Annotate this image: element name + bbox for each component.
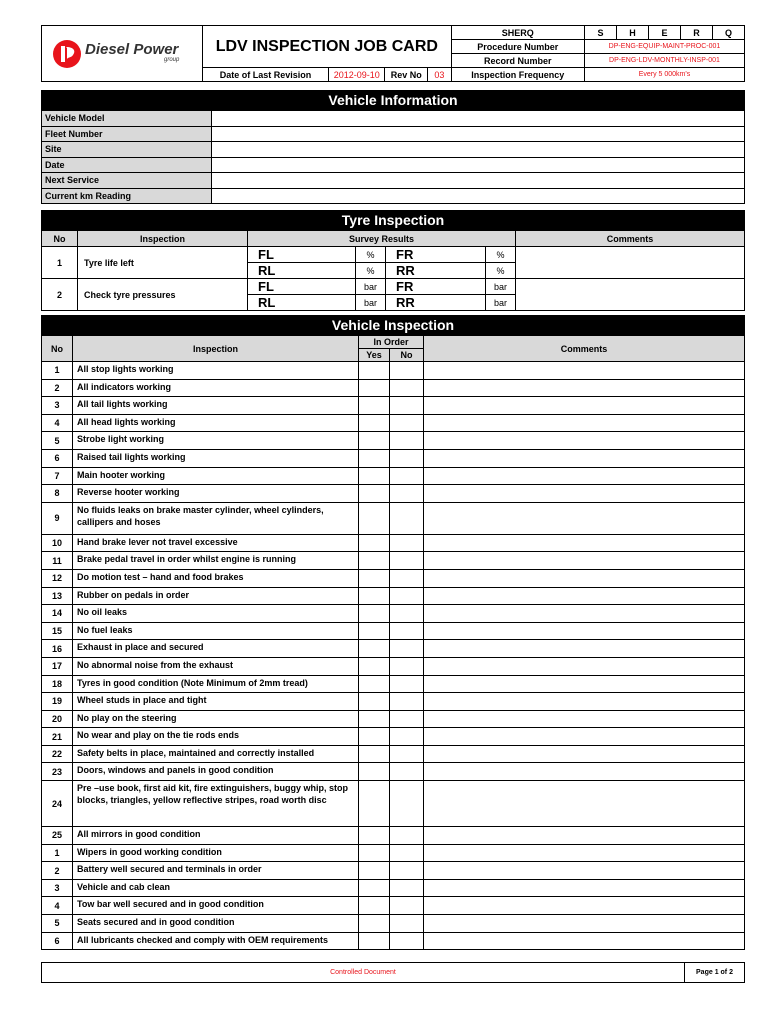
- procedure-label: Procedure Number: [451, 40, 584, 54]
- no-checkbox-cell[interactable]: [390, 552, 424, 570]
- date-value: 2012-09-10: [328, 68, 385, 82]
- comments-input[interactable]: [424, 569, 745, 587]
- inspection-row: [42, 449, 745, 467]
- yes-checkbox-cell[interactable]: [359, 781, 390, 827]
- yes-checkbox-cell[interactable]: [359, 640, 390, 658]
- document-title: LDV INSPECTION JOB CARD: [203, 26, 452, 68]
- inspection-item-no: 10: [42, 534, 73, 552]
- inspection-item-no: 18: [42, 675, 73, 693]
- field-input[interactable]: [212, 188, 745, 204]
- inspection-items: [42, 362, 745, 950]
- col-comments: Comments: [516, 231, 745, 247]
- no-checkbox-cell[interactable]: [390, 485, 424, 503]
- yes-checkbox-cell[interactable]: [359, 879, 390, 897]
- inspection-item-text: Raised tail lights working: [73, 449, 359, 467]
- yes-checkbox-cell[interactable]: [359, 827, 390, 845]
- yes-checkbox-cell[interactable]: [359, 862, 390, 880]
- no-checkbox-cell[interactable]: [390, 414, 424, 432]
- yes-checkbox-cell[interactable]: [359, 693, 390, 711]
- sherq-label: SHERQ: [451, 26, 584, 40]
- rev-value: 03: [428, 68, 451, 82]
- inspection-item-text: Main hooter working: [73, 467, 359, 485]
- comments-input[interactable]: [424, 781, 745, 827]
- inspection-item-text: No wear and play on the tie rods ends: [73, 728, 359, 746]
- tyre-unit: bar: [486, 295, 516, 311]
- inspection-row: [42, 862, 745, 880]
- inspection-row: [42, 552, 745, 570]
- yes-checkbox-cell[interactable]: [359, 605, 390, 623]
- inspection-item-text: Pre –use book, first aid kit, fire extinguishers, buggy whip, stop blocks, triangles, yellow reflective stripes, road worth disc: [73, 781, 359, 827]
- tyre-inspection-table: [41, 230, 745, 311]
- diesel-power-logo-icon: [52, 39, 82, 69]
- inspection-item-text: Safety belts in place, maintained and correctly installed: [73, 745, 359, 763]
- vehicle-info-row: [42, 126, 745, 142]
- tyre-value-input[interactable]: [422, 295, 486, 311]
- inspection-item-no: 6: [42, 932, 73, 950]
- col-comments: Comments: [424, 336, 745, 362]
- tyre-pos-fl: FL: [248, 279, 284, 295]
- comments-input[interactable]: [424, 552, 745, 570]
- no-checkbox-cell[interactable]: [390, 879, 424, 897]
- field-input[interactable]: [212, 142, 745, 158]
- no-checkbox-cell[interactable]: [390, 640, 424, 658]
- no-checkbox-cell[interactable]: [390, 467, 424, 485]
- comments-input[interactable]: [424, 640, 745, 658]
- inspection-row: [42, 534, 745, 552]
- no-checkbox-cell[interactable]: [390, 534, 424, 552]
- inspection-item-no: 3: [42, 879, 73, 897]
- comments-input[interactable]: [424, 362, 745, 380]
- vehicle-info-title: Vehicle Information: [41, 90, 745, 110]
- tyre-comments-input[interactable]: [516, 247, 745, 279]
- inspection-row: [42, 467, 745, 485]
- no-checkbox-cell[interactable]: [390, 693, 424, 711]
- no-checkbox-cell[interactable]: [390, 379, 424, 397]
- inspection-row: [42, 745, 745, 763]
- field-label: Date: [42, 157, 212, 173]
- inspection-item-text: No play on the steering: [73, 710, 359, 728]
- document-header: [41, 25, 745, 82]
- inspection-row: [42, 657, 745, 675]
- no-checkbox-cell[interactable]: [390, 728, 424, 746]
- rev-label: Rev No: [385, 68, 428, 82]
- comments-input[interactable]: [424, 657, 745, 675]
- comments-input[interactable]: [424, 605, 745, 623]
- inspection-row: [42, 781, 745, 827]
- col-no: No: [42, 336, 73, 362]
- comments-input[interactable]: [424, 827, 745, 845]
- yes-checkbox-cell[interactable]: [359, 362, 390, 380]
- yes-checkbox-cell[interactable]: [359, 485, 390, 503]
- sherq-r: R: [680, 26, 712, 40]
- inspection-item-text: Exhaust in place and secured: [73, 640, 359, 658]
- tyre-pos-fr: FR: [386, 247, 422, 263]
- inspection-item-no: 13: [42, 587, 73, 605]
- inspection-item-text: Wipers in good working condition: [73, 844, 359, 862]
- tyre-pos-rr: RR: [386, 295, 422, 311]
- yes-checkbox-cell[interactable]: [359, 552, 390, 570]
- inspection-row: [42, 932, 745, 950]
- sherq-q: Q: [712, 26, 744, 40]
- comments-input[interactable]: [424, 675, 745, 693]
- yes-checkbox-cell[interactable]: [359, 745, 390, 763]
- yes-checkbox-cell[interactable]: [359, 414, 390, 432]
- sherq-e: E: [648, 26, 680, 40]
- inspection-item-no: 5: [42, 915, 73, 933]
- comments-input[interactable]: [424, 932, 745, 950]
- no-checkbox-cell[interactable]: [390, 657, 424, 675]
- tyre-value-input[interactable]: [422, 263, 486, 279]
- inspection-item-text: Do motion test – hand and food brakes: [73, 569, 359, 587]
- no-checkbox-cell[interactable]: [390, 587, 424, 605]
- comments-input[interactable]: [424, 763, 745, 781]
- document-footer: [41, 962, 745, 983]
- inspection-item-no: 9: [42, 502, 73, 534]
- yes-checkbox-cell[interactable]: [359, 467, 390, 485]
- col-no-short: No: [390, 349, 424, 362]
- yes-checkbox-cell[interactable]: [359, 622, 390, 640]
- brand-name: Diesel Power: [85, 41, 179, 58]
- inspection-row: [42, 502, 745, 534]
- comments-input[interactable]: [424, 862, 745, 880]
- inspection-item-text: Strobe light working: [73, 432, 359, 450]
- tyre-value-input[interactable]: [422, 247, 486, 263]
- field-input[interactable]: [212, 157, 745, 173]
- date-label: Date of Last Revision: [203, 68, 329, 82]
- inspection-item-no: 2: [42, 862, 73, 880]
- comments-input[interactable]: [424, 432, 745, 450]
- inspection-item-text: Battery well secured and terminals in order: [73, 862, 359, 880]
- inspection-row: [42, 675, 745, 693]
- no-checkbox-cell[interactable]: [390, 362, 424, 380]
- inspection-item-no: 20: [42, 710, 73, 728]
- inspection-item-text: No fluids leaks on brake master cylinder, wheel cylinders, callipers and hoses: [73, 502, 359, 534]
- no-checkbox-cell[interactable]: [390, 763, 424, 781]
- inspection-row: [42, 622, 745, 640]
- yes-checkbox-cell[interactable]: [359, 657, 390, 675]
- inspection-item-no: 11: [42, 552, 73, 570]
- yes-checkbox-cell[interactable]: [359, 844, 390, 862]
- inspection-item-text: No abnormal noise from the exhaust: [73, 657, 359, 675]
- controlled-document: Controlled Document: [42, 963, 685, 983]
- sherq-s: S: [584, 26, 616, 40]
- sherq-h: H: [616, 26, 648, 40]
- comments-input[interactable]: [424, 379, 745, 397]
- no-checkbox-cell[interactable]: [390, 827, 424, 845]
- no-checkbox-cell[interactable]: [390, 710, 424, 728]
- tyre-unit: %: [486, 263, 516, 279]
- page-number: Page 1 of 2: [685, 963, 745, 983]
- tyre-unit: %: [356, 247, 386, 263]
- no-checkbox-cell[interactable]: [390, 897, 424, 915]
- tyre-value-input[interactable]: [284, 295, 356, 311]
- tyre-pos-fl: FL: [248, 247, 284, 263]
- no-checkbox-cell[interactable]: [390, 622, 424, 640]
- inspection-row: [42, 879, 745, 897]
- field-label: Fleet Number: [42, 126, 212, 142]
- comments-input[interactable]: [424, 485, 745, 503]
- inspection-row: [42, 397, 745, 415]
- inspection-item-text: All tail lights working: [73, 397, 359, 415]
- field-label: Vehicle Model: [42, 111, 212, 127]
- yes-checkbox-cell[interactable]: [359, 534, 390, 552]
- yes-checkbox-cell[interactable]: [359, 502, 390, 534]
- vehicle-info-row: [42, 173, 745, 189]
- inspection-row: [42, 710, 745, 728]
- comments-input[interactable]: [424, 897, 745, 915]
- field-label: Current km Reading: [42, 188, 212, 204]
- inspection-item-no: 3: [42, 397, 73, 415]
- no-checkbox-cell[interactable]: [390, 862, 424, 880]
- inspection-item-no: 12: [42, 569, 73, 587]
- yes-checkbox-cell[interactable]: [359, 449, 390, 467]
- comments-input[interactable]: [424, 915, 745, 933]
- tyre-pos-rl: RL: [248, 295, 284, 311]
- vehicle-inspection-title: Vehicle Inspection: [41, 315, 745, 335]
- inspection-item-no: 14: [42, 605, 73, 623]
- tyre-value-input[interactable]: [284, 263, 356, 279]
- tyre-unit: %: [486, 247, 516, 263]
- col-inspection: Inspection: [78, 231, 248, 247]
- inspection-item-text: No fuel leaks: [73, 622, 359, 640]
- no-checkbox-cell[interactable]: [390, 432, 424, 450]
- comments-input[interactable]: [424, 467, 745, 485]
- no-checkbox-cell[interactable]: [390, 605, 424, 623]
- inspection-item-no: 4: [42, 897, 73, 915]
- no-checkbox-cell[interactable]: [390, 915, 424, 933]
- inspection-row: [42, 362, 745, 380]
- tyre-inspection-title: Tyre Inspection: [41, 210, 745, 230]
- tyre-row-no: 1: [42, 247, 78, 279]
- inspection-item-no: 23: [42, 763, 73, 781]
- comments-input[interactable]: [424, 534, 745, 552]
- vehicle-info-row: [42, 111, 745, 127]
- inspection-item-no: 1: [42, 362, 73, 380]
- logo-cell: [42, 26, 203, 82]
- comments-input[interactable]: [424, 693, 745, 711]
- tyre-pos-rl: RL: [248, 263, 284, 279]
- inspection-item-text: Seats secured and in good condition: [73, 915, 359, 933]
- tyre-pos-fr: FR: [386, 279, 422, 295]
- tyre-value-input[interactable]: [284, 247, 356, 263]
- tyre-unit: %: [356, 263, 386, 279]
- col-survey-results: Survey Results: [248, 231, 516, 247]
- inspection-item-text: All head lights working: [73, 414, 359, 432]
- col-in-order: In Order: [359, 336, 424, 349]
- inspection-item-text: Tow bar well secured and in good condition: [73, 897, 359, 915]
- inspection-row: [42, 379, 745, 397]
- comments-input[interactable]: [424, 844, 745, 862]
- field-label: Site: [42, 142, 212, 158]
- inspection-item-no: 17: [42, 657, 73, 675]
- inspection-item-no: 1: [42, 844, 73, 862]
- inspection-row: [42, 569, 745, 587]
- yes-checkbox-cell[interactable]: [359, 569, 390, 587]
- no-checkbox-cell[interactable]: [390, 745, 424, 763]
- vehicle-inspection-table: [41, 335, 745, 950]
- comments-input[interactable]: [424, 745, 745, 763]
- comments-input[interactable]: [424, 502, 745, 534]
- tyre-comments-input[interactable]: [516, 279, 745, 311]
- inspection-item-text: Brake pedal travel in order whilst engine is running: [73, 552, 359, 570]
- comments-input[interactable]: [424, 728, 745, 746]
- comments-input[interactable]: [424, 710, 745, 728]
- inspection-item-text: Reverse hooter working: [73, 485, 359, 503]
- tyre-value-input[interactable]: [422, 279, 486, 295]
- tyre-row-label: Check tyre pressures: [78, 279, 248, 311]
- yes-checkbox-cell[interactable]: [359, 587, 390, 605]
- yes-checkbox-cell[interactable]: [359, 675, 390, 693]
- tyre-unit: bar: [486, 279, 516, 295]
- yes-checkbox-cell[interactable]: [359, 897, 390, 915]
- inspection-item-no: 2: [42, 379, 73, 397]
- col-no: No: [42, 231, 78, 247]
- field-input[interactable]: [212, 173, 745, 189]
- no-checkbox-cell[interactable]: [390, 569, 424, 587]
- inspection-item-no: 19: [42, 693, 73, 711]
- comments-input[interactable]: [424, 414, 745, 432]
- frequency-label: Inspection Frequency: [451, 68, 584, 82]
- inspection-item-no: 25: [42, 827, 73, 845]
- inspection-row: [42, 640, 745, 658]
- inspection-row: [42, 414, 745, 432]
- comments-input[interactable]: [424, 397, 745, 415]
- col-inspection: Inspection: [73, 336, 359, 362]
- yes-checkbox-cell[interactable]: [359, 432, 390, 450]
- inspection-item-text: Tyres in good condition (Note Minimum of 2mm tread): [73, 675, 359, 693]
- inspection-item-text: Doors, windows and panels in good condition: [73, 763, 359, 781]
- comments-input[interactable]: [424, 449, 745, 467]
- inspection-row: [42, 915, 745, 933]
- no-checkbox-cell[interactable]: [390, 844, 424, 862]
- yes-checkbox-cell[interactable]: [359, 710, 390, 728]
- comments-input[interactable]: [424, 587, 745, 605]
- inspection-item-text: Rubber on pedals in order: [73, 587, 359, 605]
- vehicle-info-row: [42, 188, 745, 204]
- inspection-item-no: 7: [42, 467, 73, 485]
- inspection-item-no: 15: [42, 622, 73, 640]
- frequency-value: Every 5 000km's: [584, 68, 744, 82]
- field-input[interactable]: [212, 126, 745, 142]
- inspection-item-text: All stop lights working: [73, 362, 359, 380]
- field-input[interactable]: [212, 111, 745, 127]
- tyre-unit: bar: [356, 295, 386, 311]
- yes-checkbox-cell[interactable]: [359, 379, 390, 397]
- tyre-pos-rr: RR: [386, 263, 422, 279]
- no-checkbox-cell[interactable]: [390, 397, 424, 415]
- no-checkbox-cell[interactable]: [390, 781, 424, 827]
- no-checkbox-cell[interactable]: [390, 449, 424, 467]
- brand-sub: group: [164, 57, 180, 63]
- inspection-item-text: No oil leaks: [73, 605, 359, 623]
- comments-input[interactable]: [424, 622, 745, 640]
- tyre-row-label: Tyre life left: [78, 247, 248, 279]
- yes-checkbox-cell[interactable]: [359, 728, 390, 746]
- inspection-row: [42, 587, 745, 605]
- yes-checkbox-cell[interactable]: [359, 915, 390, 933]
- inspection-item-text: All mirrors in good condition: [73, 827, 359, 845]
- yes-checkbox-cell[interactable]: [359, 932, 390, 950]
- inspection-item-text: Vehicle and cab clean: [73, 879, 359, 897]
- no-checkbox-cell[interactable]: [390, 502, 424, 534]
- yes-checkbox-cell[interactable]: [359, 397, 390, 415]
- field-label: Next Service: [42, 173, 212, 189]
- tyre-row-no: 2: [42, 279, 78, 311]
- inspection-item-text: All indicators working: [73, 379, 359, 397]
- inspection-item-text: Wheel studs in place and tight: [73, 693, 359, 711]
- inspection-item-no: 22: [42, 745, 73, 763]
- inspection-row: [42, 827, 745, 845]
- inspection-item-no: 8: [42, 485, 73, 503]
- record-label: Record Number: [451, 54, 584, 68]
- inspection-item-no: 5: [42, 432, 73, 450]
- inspection-item-no: 21: [42, 728, 73, 746]
- comments-input[interactable]: [424, 879, 745, 897]
- inspection-item-text: Hand brake lever not travel excessive: [73, 534, 359, 552]
- tyre-value-input[interactable]: [284, 279, 356, 295]
- record-number: DP-ENG-LDV-MONTHLY-INSP-001: [584, 54, 744, 68]
- inspection-row: [42, 844, 745, 862]
- inspection-item-no: 24: [42, 781, 73, 827]
- inspection-item-no: 16: [42, 640, 73, 658]
- vehicle-info-row: [42, 142, 745, 158]
- inspection-item-no: 4: [42, 414, 73, 432]
- inspection-row: [42, 605, 745, 623]
- inspection-row: [42, 432, 745, 450]
- inspection-row: [42, 728, 745, 746]
- inspection-row: [42, 693, 745, 711]
- no-checkbox-cell[interactable]: [390, 932, 424, 950]
- inspection-row: [42, 897, 745, 915]
- vehicle-info-row: [42, 157, 745, 173]
- yes-checkbox-cell[interactable]: [359, 763, 390, 781]
- procedure-number: DP-ENG-EQUIP-MAINT-PROC-001: [584, 40, 744, 54]
- tyre-unit: bar: [356, 279, 386, 295]
- inspection-item-no: 6: [42, 449, 73, 467]
- vehicle-info-table: [41, 110, 745, 204]
- inspection-row: [42, 763, 745, 781]
- inspection-item-text: All lubricants checked and comply with OEM requirements: [73, 932, 359, 950]
- inspection-row: [42, 485, 745, 503]
- no-checkbox-cell[interactable]: [390, 675, 424, 693]
- col-yes: Yes: [359, 349, 390, 362]
